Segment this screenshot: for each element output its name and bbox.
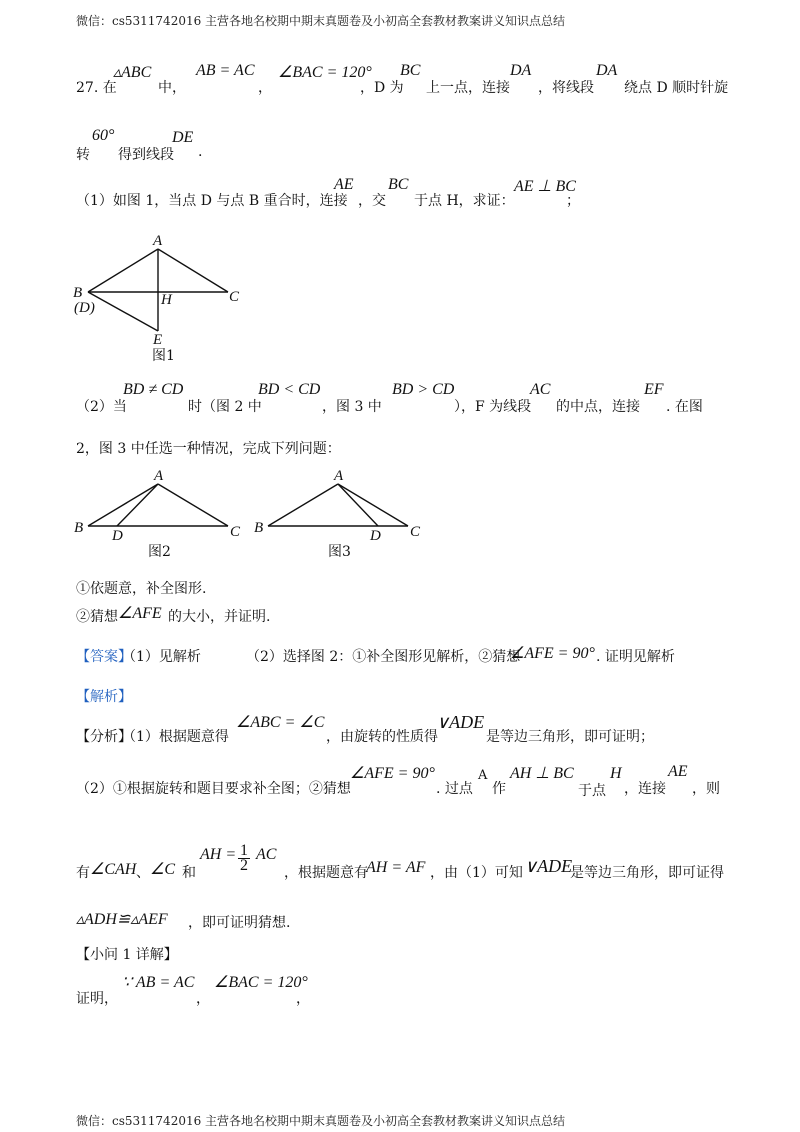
- label-c: C: [229, 289, 240, 305]
- bc: BC: [388, 176, 409, 193]
- figure-3: [250, 470, 430, 562]
- text: 转: [76, 147, 90, 163]
- since-ab-eq-ac: ∵ AB = AC: [122, 974, 195, 991]
- angle-bac: ∠BAC = 120°: [278, 64, 372, 81]
- triangle-ade: ∨ADE: [436, 712, 485, 732]
- text: （1）如图 1，当点 D 与点 B 重合时，连接: [76, 193, 348, 209]
- figure-1: [70, 232, 260, 364]
- text: ，即可证明猜想.: [188, 915, 291, 931]
- ae-perp-bc: AE ⊥ BC: [514, 178, 576, 195]
- label-d: (D): [74, 300, 95, 316]
- text: ②猜想: [76, 609, 118, 625]
- ab-eq-ac: AB = AC: [196, 62, 255, 79]
- label-c: C: [410, 524, 421, 540]
- text: 得到线段: [118, 147, 174, 163]
- point-h: H: [610, 765, 622, 782]
- text: 是等边三角形，即可证得: [570, 865, 724, 881]
- text: （2）①根据旋转和题目要求补全图；②猜想: [76, 781, 351, 797]
- page-footer: 微信：cs5311742016 主营各地名校期中期末真题卷及小初高全套教材教案讲义知识点总结: [76, 1114, 566, 1128]
- angle-cah: ∠CAH: [90, 861, 137, 878]
- text: 的中点，连接: [556, 399, 640, 415]
- ae: AE: [334, 176, 354, 193]
- text: ，D 为: [360, 80, 404, 96]
- angle-afe: ∠AFE: [118, 605, 162, 622]
- figure-caption: 图3: [328, 544, 351, 560]
- text: ，根据题意有: [284, 865, 368, 881]
- text: ，交: [358, 193, 386, 209]
- figure-2: [70, 470, 250, 562]
- analysis-tag: 【分析】: [76, 729, 132, 745]
- bd-neq-cd: BD ≠ CD: [123, 381, 184, 398]
- text: （2）当: [76, 399, 127, 415]
- text: 是等边三角形，即可证明；: [486, 729, 654, 745]
- bc: BC: [400, 62, 421, 79]
- ac: AC: [256, 846, 277, 863]
- da: DA: [510, 62, 532, 79]
- line-ac: [158, 484, 228, 526]
- page-header: 微信：cs5311742016 主营各地名校期中期末真题卷及小初高全套教材教案讲义知识点总结: [76, 14, 566, 28]
- text: ，连接: [624, 781, 666, 797]
- de: DE: [172, 129, 194, 146]
- text: ，图 3 中: [322, 399, 382, 415]
- text: 证明，: [76, 991, 118, 1007]
- fraction-denominator: 2: [240, 857, 248, 874]
- line-ab: [268, 484, 338, 526]
- text: （2）选择图 2：①补全图形见解析，②猜想: [246, 649, 521, 665]
- text: 作: [492, 781, 506, 797]
- line-be: [88, 292, 158, 331]
- text: ，: [258, 80, 272, 96]
- label-b: B: [73, 285, 83, 301]
- congruent-triangles: ▵ADH≌▵AEF: [76, 911, 168, 928]
- text: ，由（1）可知: [430, 865, 523, 881]
- triangle-ade: ∨ADE: [524, 856, 573, 876]
- point-a: A: [478, 768, 488, 783]
- text: 时（图 2 中: [188, 399, 262, 415]
- sub-question-1-heading: 【小问 1 详解】: [76, 947, 178, 963]
- ah-perp-bc: AH ⊥ BC: [510, 765, 574, 782]
- angle-abc-eq-c: ∠ABC = ∠C: [236, 714, 325, 731]
- angle-c: ∠C: [150, 861, 176, 878]
- angle-afe-90: ∠AFE = 90°: [510, 645, 595, 662]
- label-h: H: [161, 292, 172, 308]
- deg-60: 60°: [92, 127, 115, 144]
- text: 有: [76, 865, 90, 881]
- answer-tag: 【答案】: [76, 649, 132, 665]
- text: ，则: [692, 781, 720, 797]
- text: 和: [182, 865, 196, 881]
- text: （1）根据题意得: [122, 729, 229, 745]
- label-e: E: [153, 332, 163, 348]
- text: ；: [566, 193, 580, 209]
- label-c: C: [230, 524, 241, 540]
- text: 的大小，并证明.: [168, 609, 271, 625]
- label-a: A: [153, 233, 163, 249]
- ah-eq-af: AH = AF: [366, 859, 426, 876]
- triangle-abc: ▵ABC: [113, 64, 152, 81]
- text: . 过点: [436, 781, 473, 797]
- text: . 在图: [666, 399, 703, 415]
- text: 、: [136, 865, 150, 881]
- jiexi-tag: 【解析】: [76, 689, 132, 705]
- label-b: B: [254, 520, 264, 536]
- text: ，: [196, 991, 210, 1007]
- label-b: B: [74, 520, 84, 536]
- label-a: A: [334, 470, 344, 484]
- task-1: ①依题意，补全图形.: [76, 581, 207, 597]
- figure-caption: 图2: [148, 544, 171, 560]
- da: DA: [596, 62, 618, 79]
- text: 2，图 3 中任选一种情况，完成下列问题：: [76, 441, 341, 457]
- ef: EF: [644, 381, 664, 398]
- line-ac: [338, 484, 408, 526]
- text: ，: [296, 991, 310, 1007]
- question-number: 27. 在: [76, 80, 117, 96]
- figure-caption: 图1: [152, 348, 175, 364]
- ac: AC: [530, 381, 551, 398]
- line-ab: [88, 249, 158, 292]
- text: ），F 为线段: [454, 399, 532, 415]
- bd-lt-cd: BD < CD: [258, 381, 321, 398]
- ah-eq: AH =: [200, 846, 237, 863]
- fraction-numerator: 1: [240, 842, 248, 859]
- angle-afe-90: ∠AFE = 90°: [350, 765, 435, 782]
- text: . 证明见解析: [596, 649, 675, 665]
- angle-bac: ∠BAC = 120°: [214, 974, 308, 991]
- label-d: D: [112, 528, 123, 544]
- text: 绕点 D 顺时针旋: [624, 80, 729, 96]
- text: （1）见解析: [122, 649, 201, 665]
- text: .: [198, 144, 203, 160]
- text: ，将线段: [538, 80, 594, 96]
- text: 中，: [158, 80, 186, 96]
- text: 于点 H，求证：: [414, 193, 515, 209]
- label-d: D: [370, 528, 381, 544]
- text: 上一点，连接: [426, 80, 510, 96]
- line-ac: [158, 249, 228, 292]
- bd-gt-cd: BD > CD: [392, 381, 455, 398]
- label-a: A: [154, 470, 164, 484]
- fraction-half: [238, 844, 250, 873]
- text: ，由旋转的性质得: [326, 729, 438, 745]
- text: 于点: [578, 783, 606, 799]
- ae: AE: [668, 763, 688, 780]
